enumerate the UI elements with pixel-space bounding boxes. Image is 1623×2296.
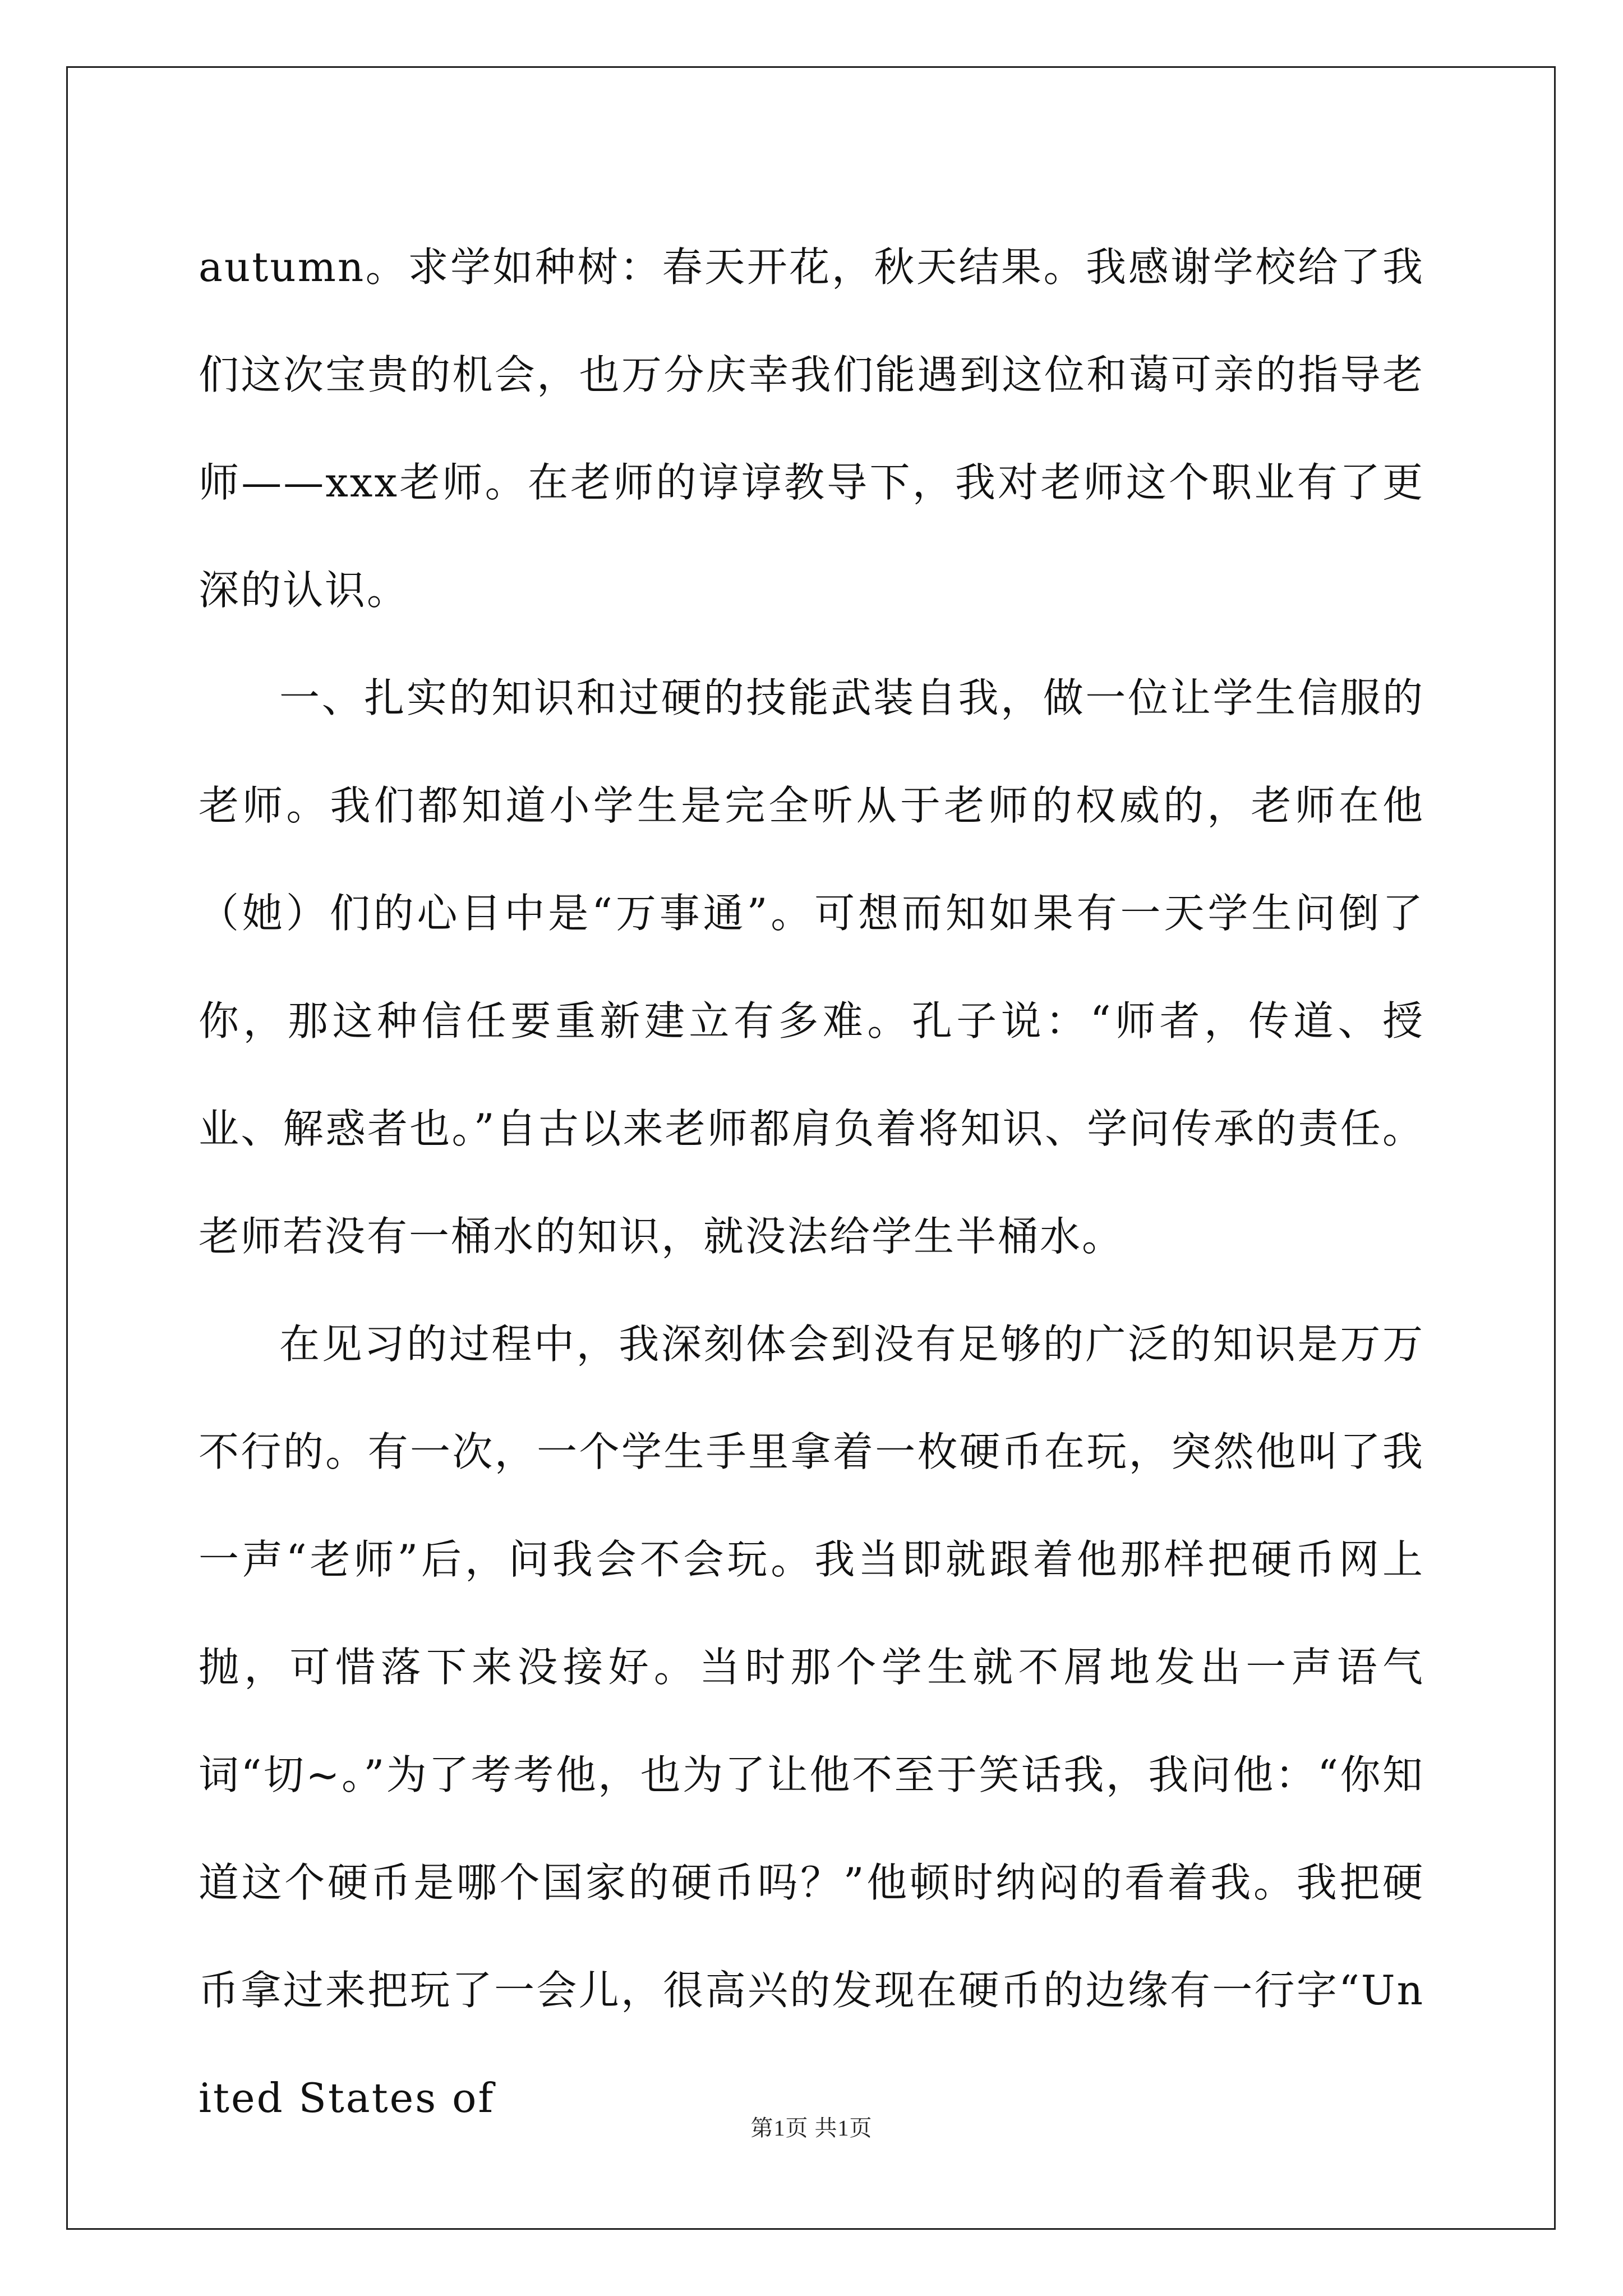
paragraph-3: 在见习的过程中，我深刻体会到没有足够的广泛的知识是万万不行的。有一次，一个学生手里拿着一枚硬币在玩，突然他叫了我一声“老师”后，问我会不会玩。我当即就跟着他那样把硬币网上抛，可惜落下来没接好。当时那个学生就不屑地发出一声语气词“切~。”为了考考他，也为了让他不至于笑话我，我问他：“你知道这个硬币是哪个国家的硬币吗？”他顿时纳闷的看着我。我把硬币拿过来把玩了一会儿，很高兴的发现在硬币的边缘有一行字“United States of (199, 1320, 1424, 2122)
paragraph-2: 一、扎实的知识和过硬的技能武装自我，做一位让学生信服的老师。我们都知道小学生是完全听从于老师的权威的，老师在他（她）们的心目中是“万事通”。可想而知如果有一天学生问倒了你，那这种信任要重新建立有多难。孔子说：“师者，传道、授业、解惑者也。”自古以来老师都肩负着将知识、学问传承的责任。老师若没有一桶水的知识，就没法给学生半桶水。 (199, 674, 1424, 1260)
paragraph-1: autumn。求学如种树：春天开花，秋天结果。我感谢学校给了我们这次宝贵的机会，也万分庆幸我们能遇到这位和蔼可亲的指导老师——xxx老师。在老师的谆谆教导下，我对老师这个职业有了更深的认识。 (199, 243, 1424, 614)
document-body (199, 213, 1424, 2152)
page-number-footer: 第1页 共1页 (750, 2115, 873, 2141)
